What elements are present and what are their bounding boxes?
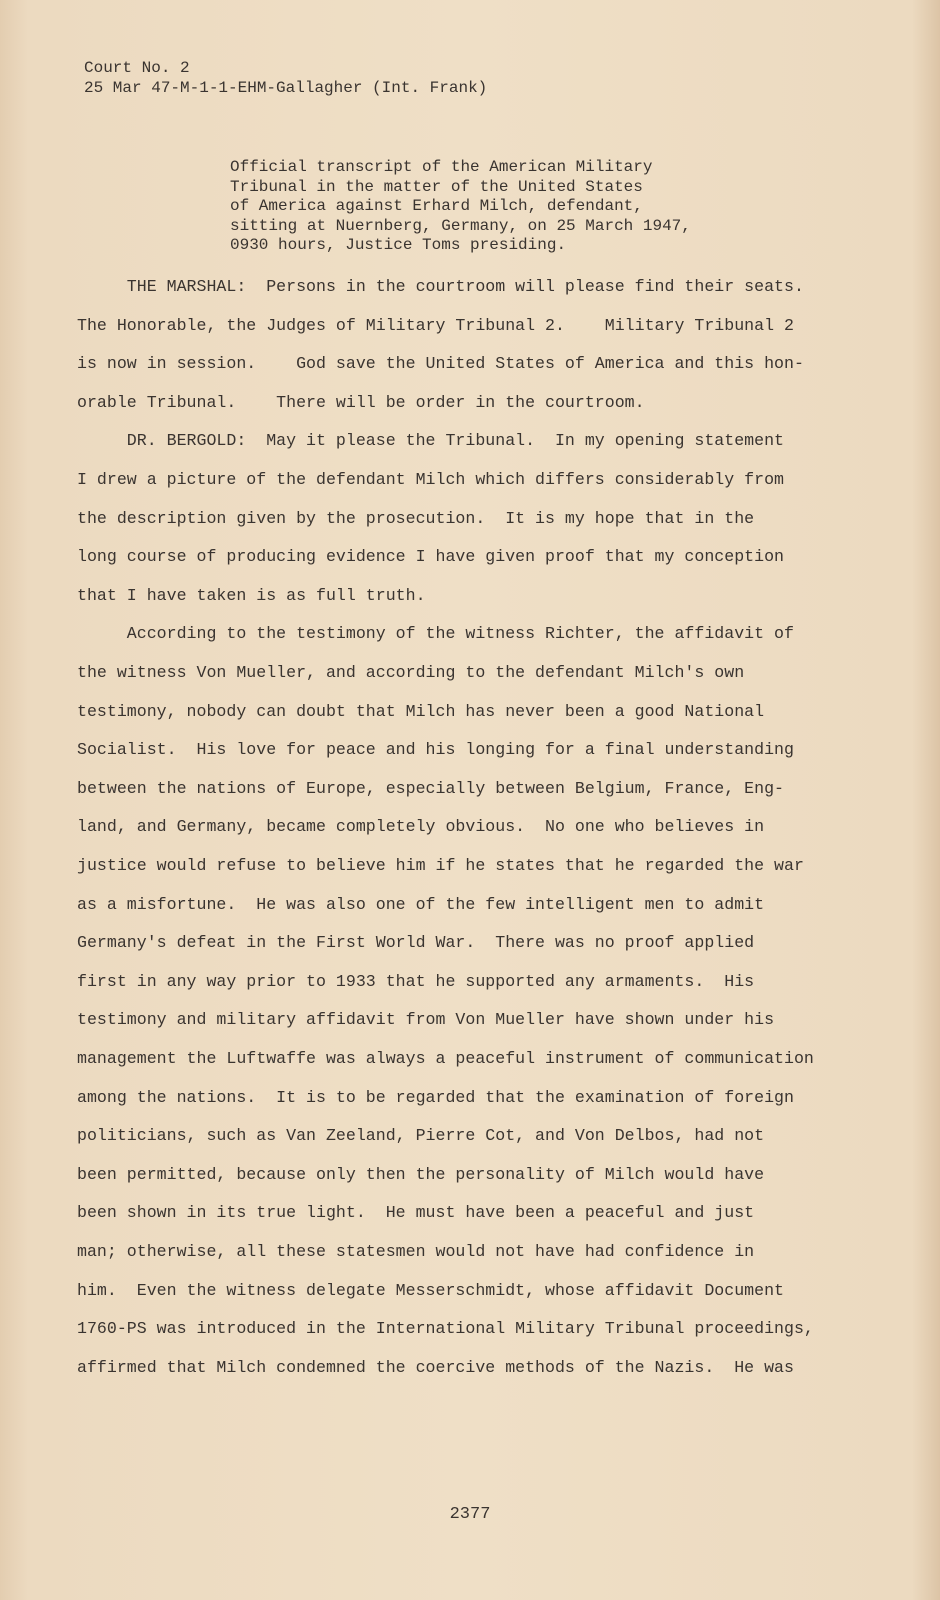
body-line: man; otherwise, all these statesmen would not have had confidence in [77, 1242, 755, 1261]
body-line: testimony, nobody can doubt that Milch has never been a good National [77, 701, 765, 721]
body-line: 1760-PS was introduced in the International Military Tribunal proceedings, [77, 1319, 814, 1339]
body-line: among the nations. It is to be regarded that the examination of foreign [77, 1087, 794, 1107]
body-line: that I have taken is as full truth. [77, 585, 426, 605]
body-line: him. Even the witness delegate Messerschmidt, whose affidavit Document [77, 1280, 785, 1300]
body-line: long course of producing evidence I have given proof that my conception [77, 547, 785, 567]
body-line: been shown in its true light. He must have been a peaceful and just [77, 1203, 755, 1223]
body-line: affirmed that Milch condemned the coercive methods of the Nazis. He was [77, 1357, 794, 1377]
caption-line: Official transcript of the American Military [230, 158, 653, 176]
body-line: been permitted, because only then the personality of Milch would have [77, 1164, 765, 1184]
transcript-reference: 25 Mar 47-M-1-1-EHM-Gallagher (Int. Frank) [84, 79, 488, 97]
body-line: THE MARSHAL: Persons in the courtroom will please find their seats. [77, 277, 804, 296]
caption-line: of America against Erhard Milch, defendant, [230, 197, 643, 215]
body-line: first in any way prior to 1933 that he supported any armaments. His [77, 971, 755, 991]
body-line: justice would refuse to believe him if he states that he regarded the war [77, 856, 804, 875]
body-line: is now in session. God save the United States of America and this hon- [77, 354, 804, 374]
caption-line: Tribunal in the matter of the United States [230, 177, 643, 196]
body-line: the witness Von Mueller, and according to the defendant Milch's own [77, 663, 745, 682]
body-line: I drew a picture of the defendant Milch which differs considerably from [77, 470, 785, 489]
body-line: land, and Germany, became completely obvious. No one who believes in [77, 817, 765, 837]
body-line: Germany's defeat in the First World War. There was no proof applied [77, 933, 755, 953]
page-number: 2377 [449, 1505, 491, 1524]
body-line: Socialist. His love for peace and his longing for a final understanding [77, 740, 794, 760]
court-number: Court No. 2 [84, 59, 190, 77]
body-line: as a misfortune. He was also one of the few intelligent men to admit [77, 894, 765, 914]
body-line: orable Tribunal. There will be order in the courtroom. [77, 392, 645, 412]
body-line: management the Luftwaffe was always a peaceful instrument of communication [77, 1049, 814, 1068]
body-line: between the nations of Europe, especially between Belgium, France, Eng- [77, 778, 785, 798]
body-line: DR. BERGOLD: May it please the Tribunal. In my opening statement [77, 431, 785, 451]
caption-line: sitting at Nuernberg, Germany, on 25 March 1947, [230, 216, 691, 235]
body-line: the description given by the prosecution. It is my hope that in the [77, 508, 755, 528]
body-line: The Honorable, the Judges of Military Tribunal 2. Military Tribunal 2 [77, 315, 794, 335]
body-line: testimony and military affidavit from Von Mueller have shown under his [77, 1010, 775, 1030]
body-line: According to the testimony of the witness Richter, the affidavit of [77, 624, 794, 644]
body-line: politicians, such as Van Zeeland, Pierre Cot, and Von Delbos, had not [77, 1126, 765, 1146]
caption-line: 0930 hours, Justice Toms presiding. [230, 236, 567, 254]
